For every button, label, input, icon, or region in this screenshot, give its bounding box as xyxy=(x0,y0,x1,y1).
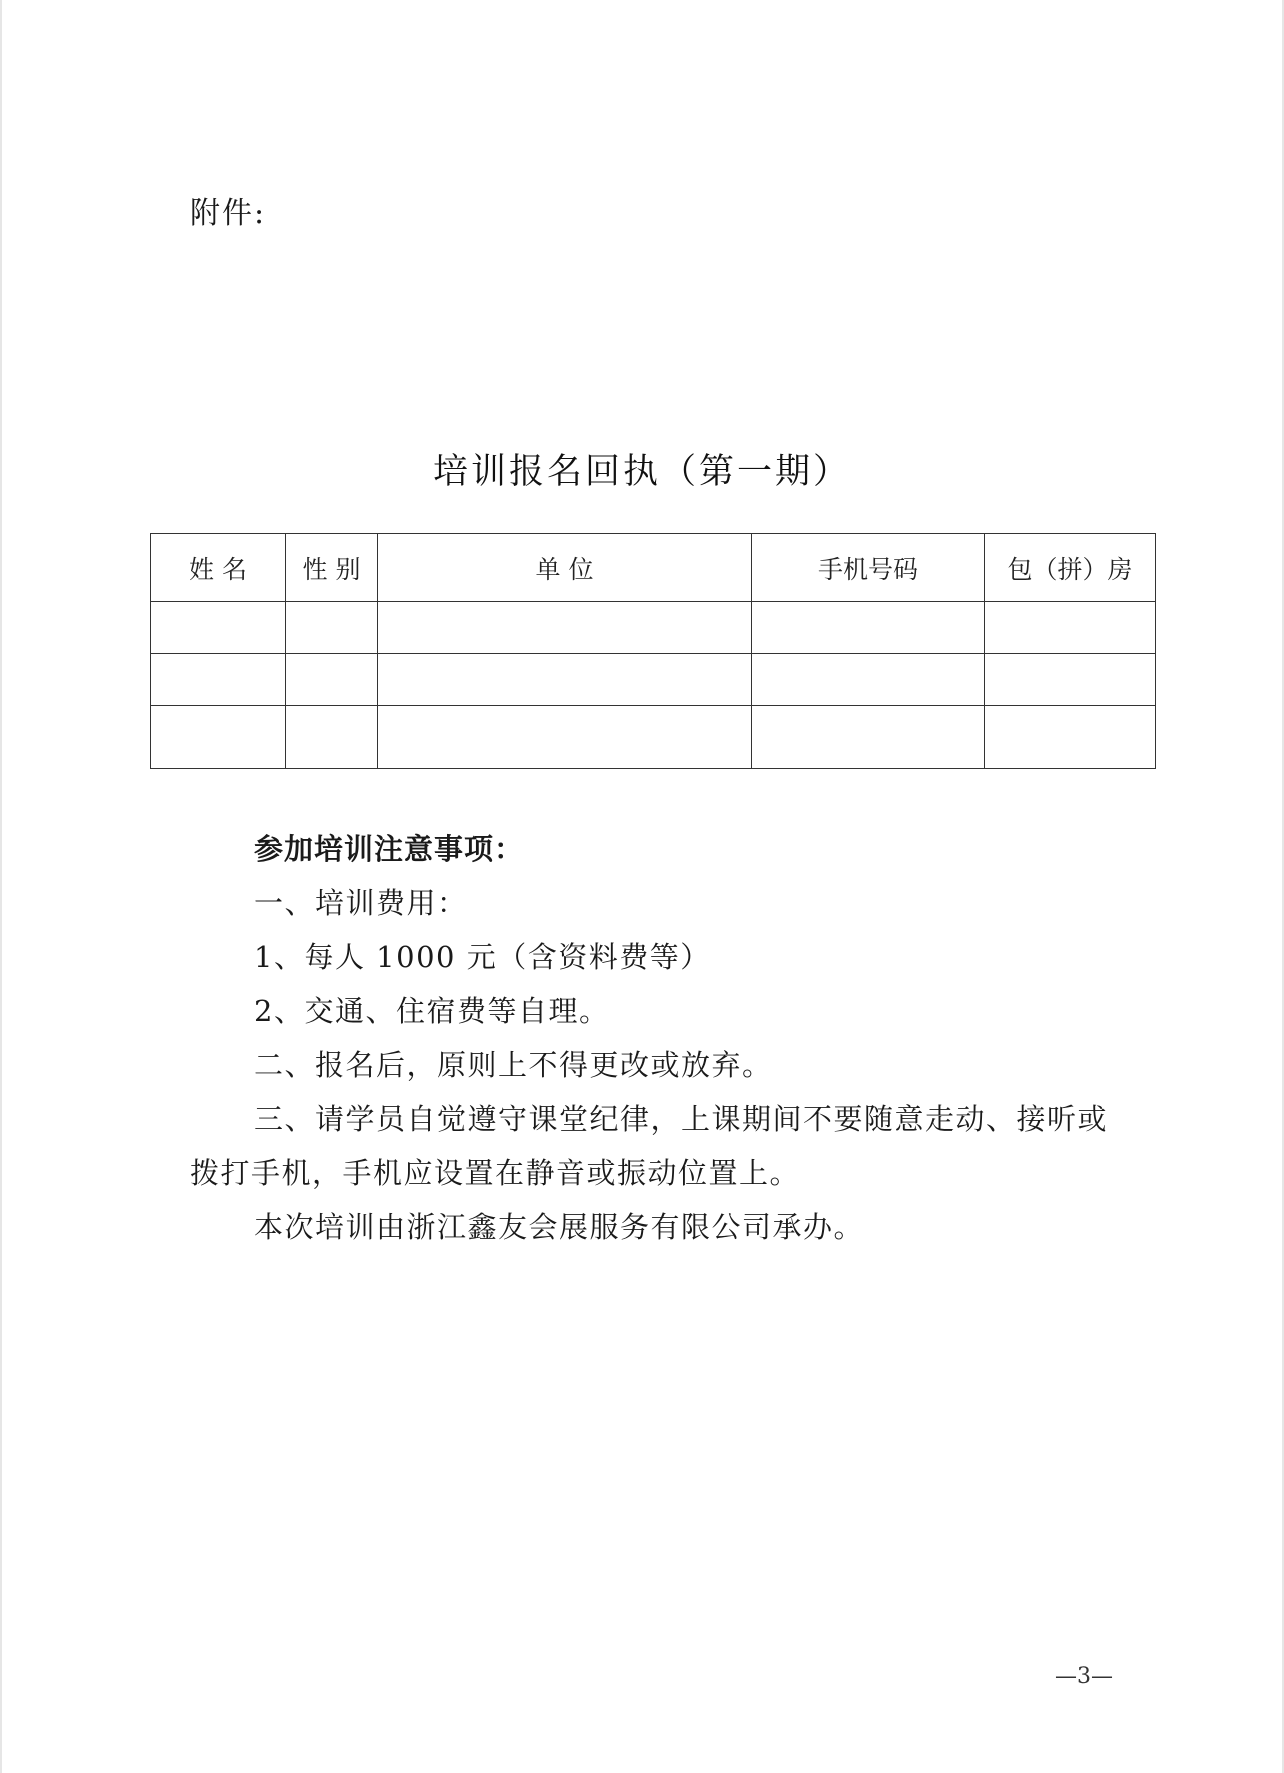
form-title: 培训报名回执（第一期） xyxy=(432,452,851,492)
training-notes xyxy=(190,822,1110,1254)
notes-item-fees: 一、培训费用： xyxy=(254,886,468,920)
table-cell-gender xyxy=(286,602,378,654)
table-row xyxy=(151,654,1156,706)
page-edge-left xyxy=(0,0,2,1773)
table-cell-organization xyxy=(378,602,752,654)
table-cell-name xyxy=(151,654,286,706)
table-cell-organization xyxy=(378,706,752,769)
notes-item-no-change: 二、报名后，原则上不得更改或放弃。 xyxy=(254,1048,773,1082)
header-mobile: 手机号码 xyxy=(752,534,985,602)
header-gender: 性 别 xyxy=(286,534,378,602)
header-room: 包（拼）房 xyxy=(985,534,1156,602)
table-cell-name xyxy=(151,602,286,654)
header-organization: 单 位 xyxy=(378,534,752,602)
notes-item-discipline: 三、请学员自觉遵守课堂纪律，上课期间不要随意走动、接听或拨打手机，手机应设置在静音或振动位置上。 xyxy=(190,1102,1109,1190)
table-cell-name xyxy=(151,706,286,769)
notes-item-fee-amount: 1、每人 1000 元（含资料费等） xyxy=(254,940,711,974)
table-row xyxy=(151,602,1156,654)
notes-item-organizer: 本次培训由浙江鑫友会展服务有限公司承办。 xyxy=(254,1210,865,1244)
table-cell-mobile xyxy=(752,654,985,706)
table-cell-gender xyxy=(286,654,378,706)
table-cell-mobile xyxy=(752,706,985,769)
notes-item-travel: 2、交通、住宿费等自理。 xyxy=(254,994,610,1028)
attachment-label: 附件: xyxy=(190,196,267,231)
table-header-row xyxy=(151,534,1156,602)
table-cell-mobile xyxy=(752,602,985,654)
header-name: 姓 名 xyxy=(151,534,286,602)
table-cell-room xyxy=(985,602,1156,654)
table-cell-room xyxy=(985,706,1156,769)
table-row xyxy=(151,706,1156,769)
table-cell-room xyxy=(985,654,1156,706)
page-number: —3— xyxy=(1055,1664,1113,1689)
table-cell-organization xyxy=(378,654,752,706)
table-cell-gender xyxy=(286,706,378,769)
notes-heading: 参加培训注意事项： xyxy=(254,832,525,866)
signup-table xyxy=(150,533,1156,769)
